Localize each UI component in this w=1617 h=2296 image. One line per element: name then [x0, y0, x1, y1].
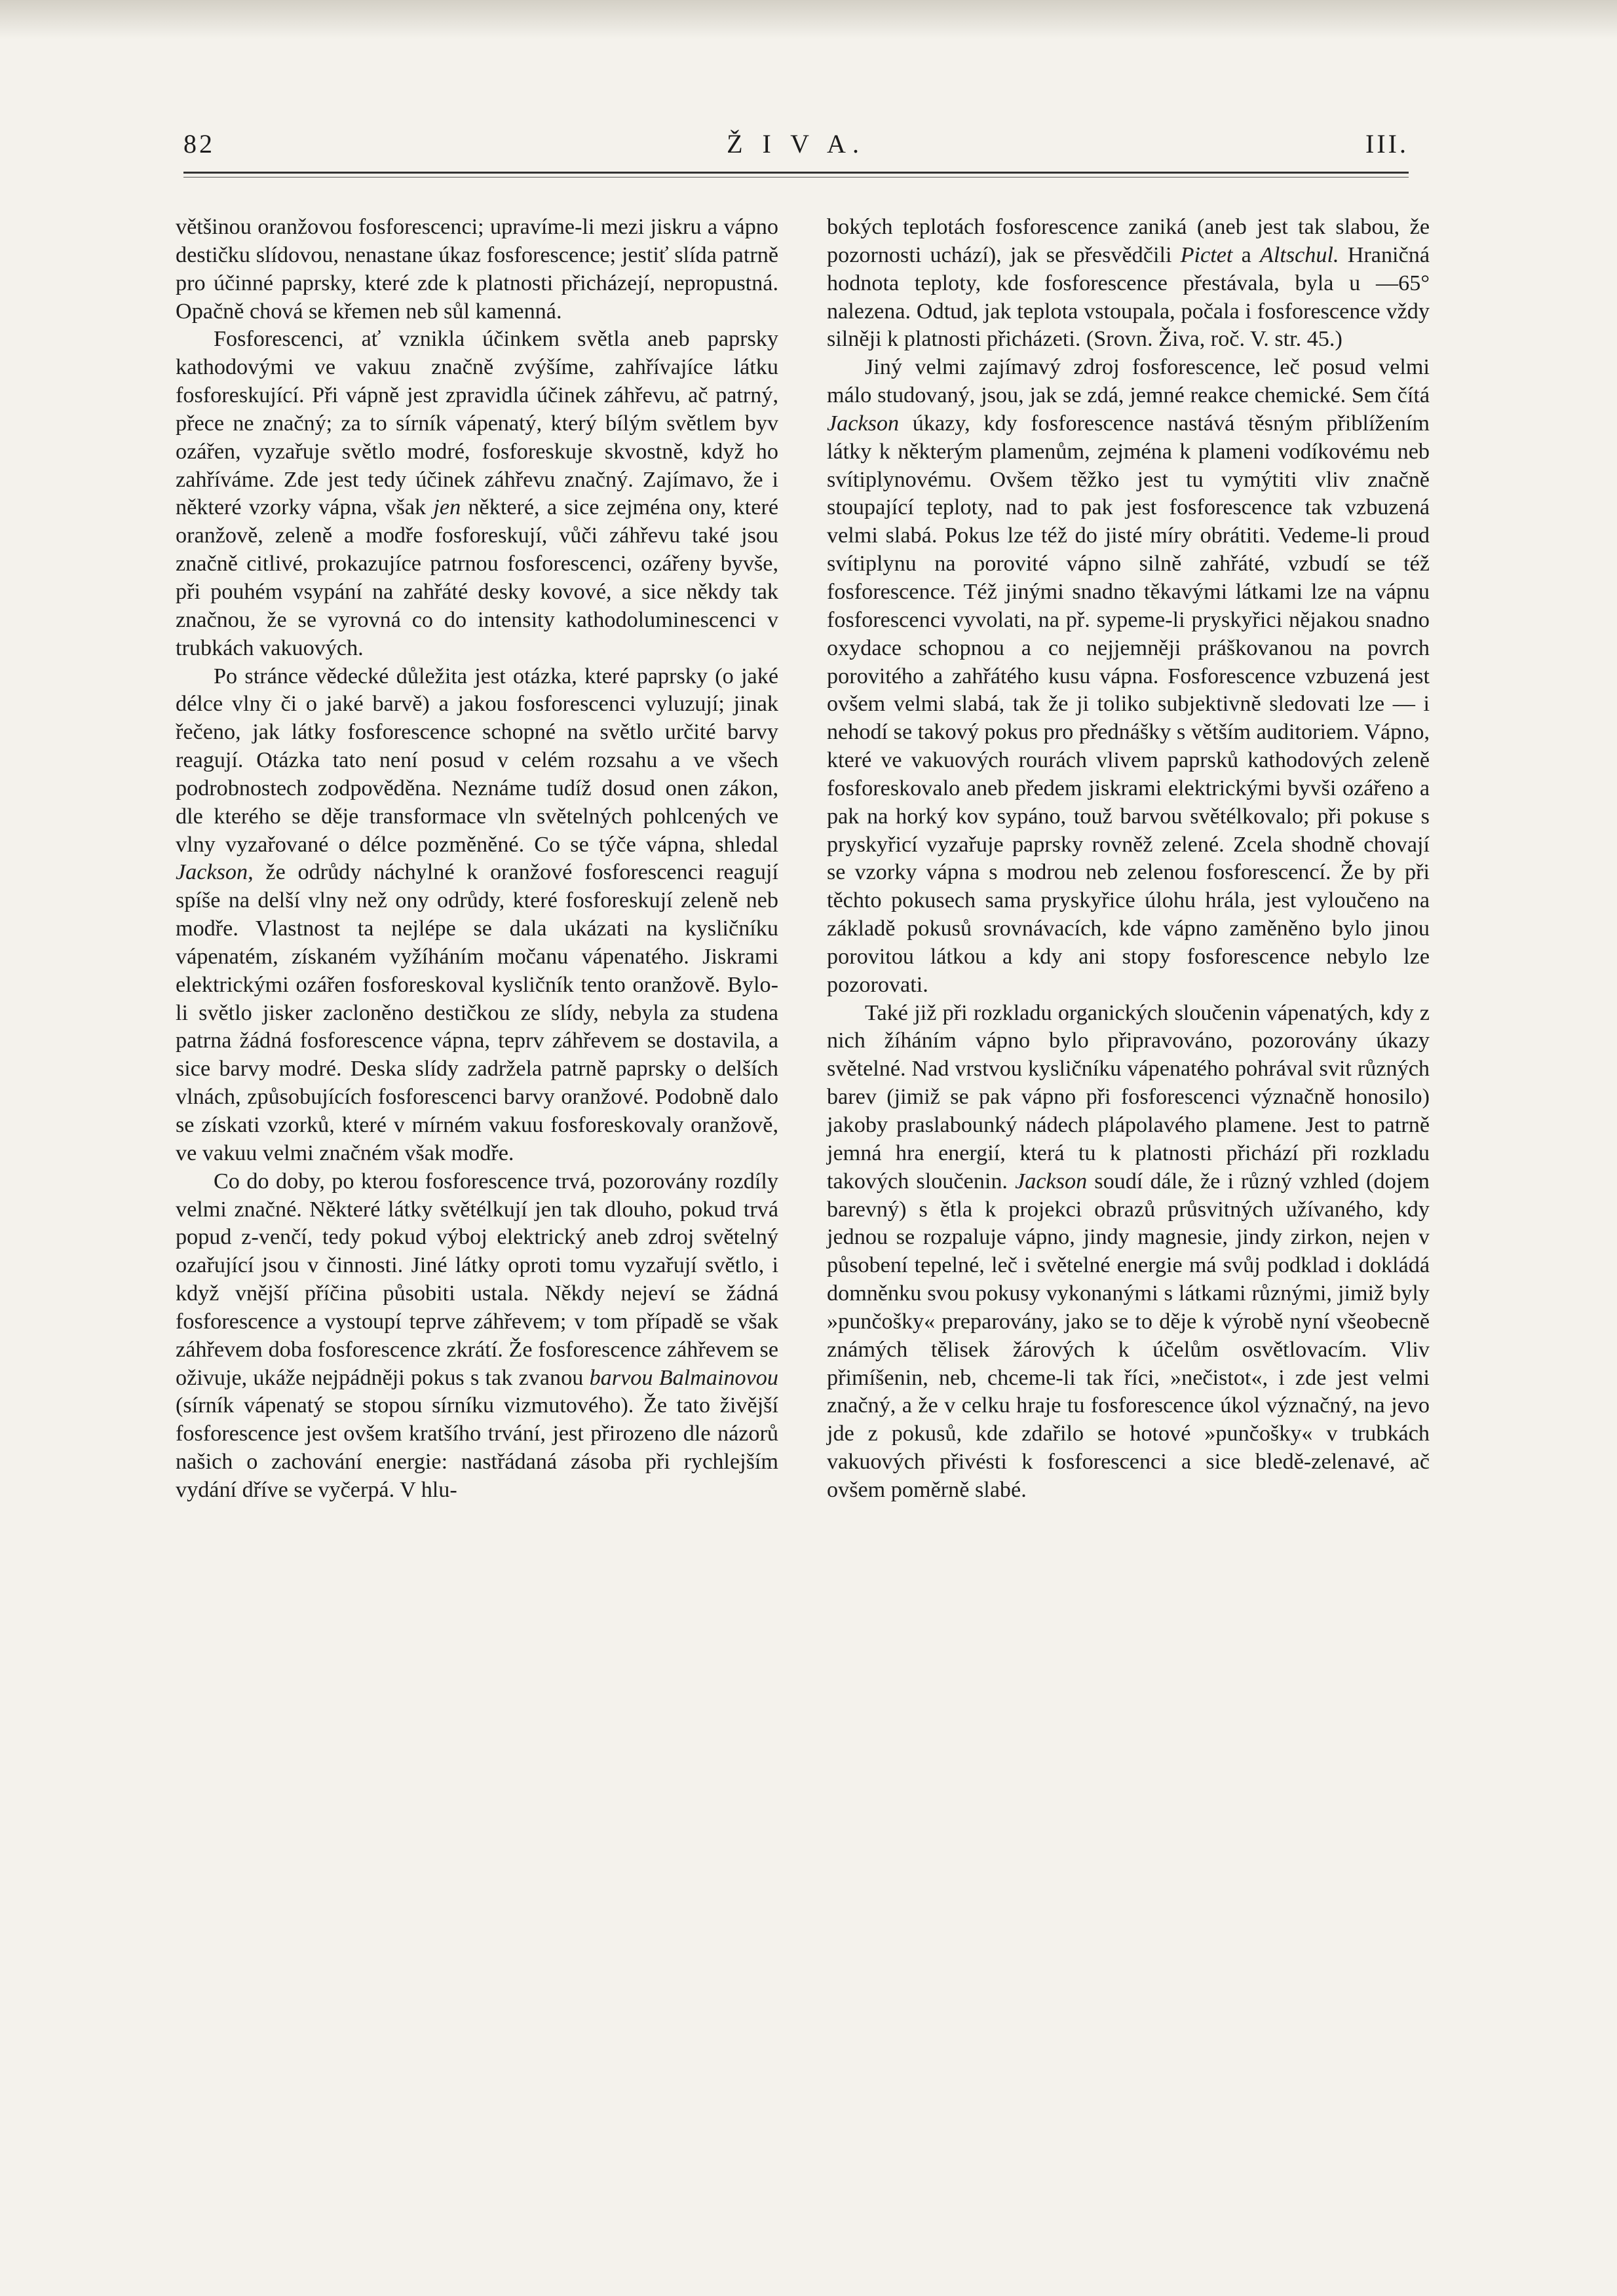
left-column — [176, 214, 778, 1505]
author-name: Altschul. — [1259, 242, 1339, 267]
page-edge — [0, 0, 1617, 39]
author-name: Jackson — [827, 411, 900, 436]
paragraph: Jiný velmi zajímavý zdroj fosforescence, leč posud velmi málo studovaný, jsou, jak se zdá, jemné reakce chemické. Sem čítá Jackson úkazy, kdy fosforescence nastává těsným přiblížením látky k některým plamenům, zejména k plameni vodíkovému neb svítiplynovému. Ovšem těžko jest tu vymýtiti vliv značně stoupající teploty, nad to pak jest fosforescence tak vzbuzená velmi slabá. Pokus lze též do jisté míry obrátiti. Vedeme-li proud svítiplynu na porovité vápno silně zahřáté, vzbudí se též fosforescence. Též jinými snadno těkavými látkami lze na vápnu fosforescenci vyvolati, na př. sypeme-li pryskyřici nějakou snadno oxydace schopnou a co nejjemněji práškovanou na povrch porovitého a zahřátého kusu vápna. Fosforescence vzbuzená jest ovšem velmi slabá, tak že ji toliko subjektivně sledovati lze — i nehodí se takový pokus pro přednášky s větším auditoriem. Vápno, které ve vakuových rourách vlivem paprsků kathodových zeleně fosforeskovalo aneb předem jiskrami elektrickými byvši ozářeno a pak na horký kov sypáno, touž barvou světélkovalo; při pokuse s pryskyřicí vyzařuje paprsky rovněž zelené. Zcela shodně chovají se vzorky vápna s modrou neb zelenou fosforescencí. Že by při těchto pokusech sama pryskyřice úlohu hrála, jest vyloučeno na základě pokusů srovnávacích, kde vápno zaměněno bylo jinou porovitou látkou a kdy ani stopy fosforescence nebylo lze pozorovati. — [827, 355, 1430, 997]
paragraph: Po stránce vědecké důležita jest otázka, které paprsky (o jaké délce vlny či o jaké barvě) a jakou fosforescenci vyluzují; jinak řečeno, jak látky fosforescence schopné na světlo určité barvy reagují. Otázka tato není posud v celém rozsahu a ve všech podrobnostech zodpověděna. Neznáme tudíž dosud onen zákon, dle kterého se děje transformace vln světelných pohlcených ve vlny vyzařované o délce pozměněné. Co se týče vápna, shledal Jackson, že odrůdy náchylné k oranžové fosforescenci reagují spíše na delší vlny než ony odrůdy, které fosforeskují zeleně neb modře. Vlastnost ta nejlépe se dala ukázati na kysličníku vápenatém, získaném vyžíháním močanu vápenatého. Jiskrami elektrickými ozářen fosforeskoval kysličník tento oranžově. Bylo-li světlo jisker zacloněno destičkou ze slídy, nebyla za studena patrna žádná fosforescence vápna, teprv záhřevem se dostavila, a sice barvy modré. Deska slídy zadržela patrně paprsky o delších vlnách, způsobujících fosforescenci barvy oranžové. Podobně dalo se získati vzorků, které v mírném vakuu fosforeskovaly oranžově, ve vakuu velmi značném však modře. — [176, 664, 778, 1165]
volume-number: III. — [1365, 129, 1409, 159]
paragraph: Fosforescenci, ať vznikla účinkem světla aneb paprsky kathodovými ve vakuu značně zvýšíme, zahřívajíce látku fosforeskující. Při vápně jest zpravidla účinek záhřevu, ač patrný, přece ne značný; za to sírník vápenatý, který bílým světlem byv ozářen, vyzařuje světlo modré, fosforeskuje skvostně, když ho zahříváme. Zde jest tedy účinek záhřevu značný. Zajímavo, že i některé vzorky vápna, však jen některé, a sice zejména ony, které oranžově, zeleně a modře fosforeskují, vůči záhřevu také jsou značně citlivé, prokazujíce patrnou fosforescenci, ozářeny byvše, při pouhém vsypání na zahřáté desky kovové, a sice někdy tak značnou, že se vyrovná co do intensity kathodoluminescenci v trubkách vakuových. — [176, 327, 779, 660]
author-name: Pictet — [1180, 242, 1233, 267]
header-rule-thick — [183, 172, 1409, 174]
right-column — [827, 214, 1430, 1505]
emphasis: barvou Balmainovou — [589, 1365, 778, 1390]
header-rule-thin — [183, 177, 1409, 178]
author-name: Jackson, — [176, 860, 254, 885]
journal-title: Ž I V A. — [727, 129, 866, 159]
emphasis: jen — [433, 495, 461, 520]
paragraph: Také již při rozkladu organických sloučenin vápenatých, kdy z nich žíháním vápno bylo připravováno, pozorovány úkazy světelné. Nad vrstvou kysličníku vápenatého pohrával svit různých barev (jimiž se pak vápno při fosforescenci význačně honosilo) jakoby praslabounký nádech plápolavého plamene. Jest to patrně jemná hra energií, která tu k platnosti přichází při rozkladu takových sloučenin. Jackson soudí dále, že i různý vzhled (dojem barevný) s ětla k projekci obrazů průsvitných užívaného, kdy jednou se rozpaluje vápno, jindy magnesie, jindy zirkon, nejen v působení tepelné, leč i světelné energie má svůj podklad i dokládá domněnku svou pokusy vykonanými s látkami různými, jimiž byly »punčošky« preparovány, jako se to děje k výrobě nyní všeobecně známých tělisek žárových k účelům osvětlovacím. Vliv přimíšenin, neb, chceme-li tak říci, »nečistot«, i zde jest velmi značný, a že v celku hraje tu fosforescence úkol význačný, na jevo jde z pokusů, kde zdařilo se hotové »punčošky« v trubkách vakuových přivésti k fosforescenci a sice bledě-zelenavé, ač ovšem poměrně slabé. — [827, 1000, 1430, 1502]
author-name: Jackson — [1015, 1169, 1088, 1194]
paragraph: bokých teplotách fosforescence zaniká (aneb jest tak slabou, že pozornosti uchází), jak se přesvědčili Pictet a Altschul. Hraničná hodnota teploty, kde fosforescence přestávala, byla u —65° nalezena. Odtud, jak teplota vstoupala, počala i fosforescence vždy silněji k platnosti přicházeti. (Srovn. Živa, roč. V. str. 45.) — [827, 215, 1430, 352]
running-header — [183, 128, 1409, 168]
paragraph: Co do doby, po kterou fosforescence trvá, pozorovány rozdíly velmi značné. Některé látky světélkují jen tak dlouho, pokud trvá popud z-venčí, tedy pokud výboj elektrický aneb zdroj světelný ozařující jsou v činnosti. Jiné látky oproti tomu vyzařují světlo, i když vnější příčina působiti ustala. Někdy nejeví se žádná fosforescence a vystoupí teprve záhřevem; v tom případě se však záhřevem doba fosforescence zkrátí. Že fosforescence záhřevem se oživuje, ukáže nejpádněji pokus s tak zvanou barvou Balmainovou (sírník vápenatý se stopou sírníku vizmutového). Že tato živější fosforescence jest ovšem kratšího trvání, jest přirozeno dle názorů našich o zachování energie: nastřádaná zásoba při rychlejším vydání dříve se vyčerpá. V hlu- — [176, 1169, 778, 1502]
paragraph: většinou oranžovou fosforescenci; upravíme-li mezi jiskru a vápno destičku slídovou, nenastane úkaz fosforescence; jestiť slída patrně pro účinné paprsky, které zde k platnosti přicházejí, nepropustná. Opačně chová se křemen neb sůl kamenná. — [176, 215, 778, 324]
page-number: 82 — [183, 129, 215, 159]
